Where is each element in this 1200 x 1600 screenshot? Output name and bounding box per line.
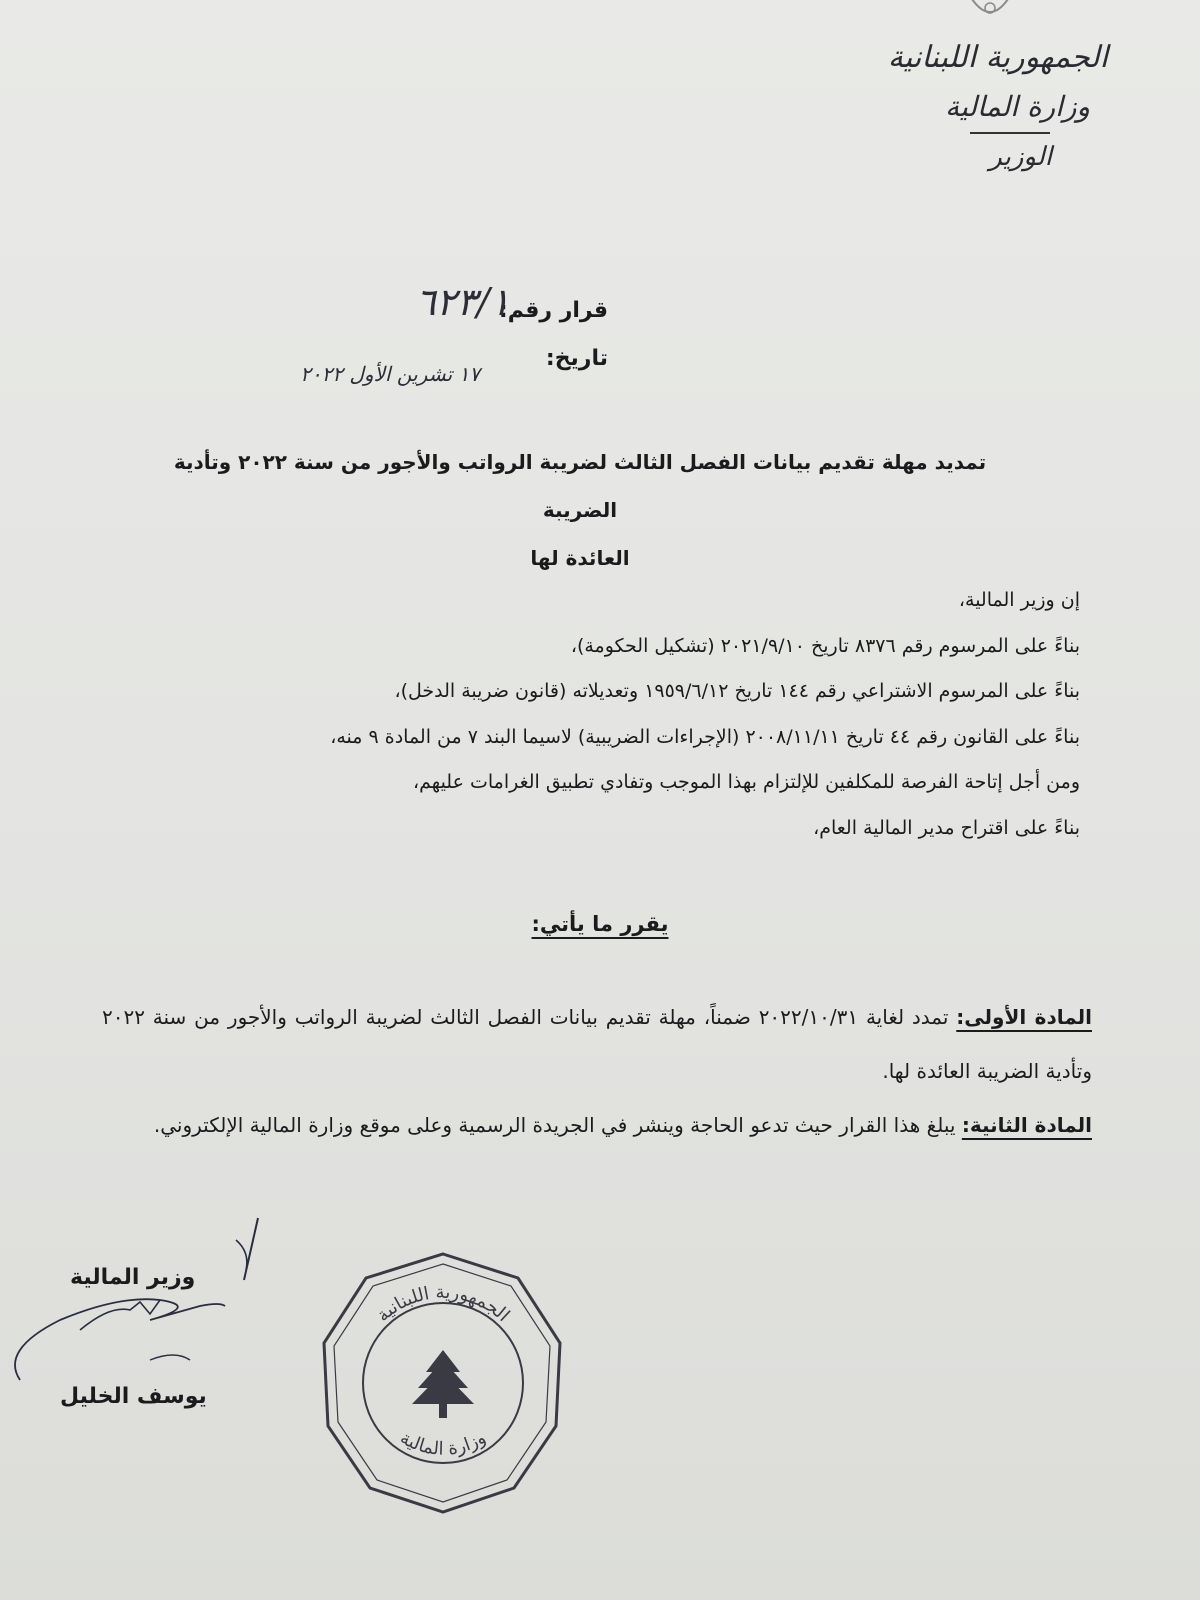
decision-date-value: ١٧ تشرين الأول ٢٠٢٢ xyxy=(300,362,480,386)
article-2 xyxy=(102,1098,1092,1152)
letterhead-minister: الوزير xyxy=(989,142,1052,172)
signature-title: وزير المالية xyxy=(70,1265,196,1290)
decision-date-label: تاريخ: xyxy=(545,346,608,371)
handwritten-signature xyxy=(0,1210,280,1410)
preamble-line: بناءً على القانون رقم ٤٤ تاريخ ٢٠٠٨/١١/١١ (الإجراءات الضريبية) لاسيما البند ٧ من المادة ٩ منه، xyxy=(330,725,1080,748)
stamp-top-text: الجمهورية اللبنانية xyxy=(372,1281,514,1327)
article-label: المادة الأولى: xyxy=(956,1005,1092,1029)
article-1 xyxy=(102,990,1092,1098)
signatory-name: يوسف الخليل xyxy=(60,1384,207,1409)
cedar-tree-icon xyxy=(412,1350,474,1418)
preamble-line: ومن أجل إتاحة الفرصة للمكلفين للإلتزام بهذا الموجب وتفادي تطبيق الغرامات عليهم، xyxy=(413,771,1080,793)
official-stamp xyxy=(318,1248,568,1518)
decision-number-label: قرار رقم: xyxy=(498,298,608,323)
decides-heading xyxy=(0,912,1200,936)
preamble-line: بناءً على المرسوم رقم ٨٣٧٦ تاريخ ٢٠٢١/٩/١٠ (تشكيل الحكومة)، xyxy=(570,634,1080,657)
articles xyxy=(102,990,1092,1152)
preamble-line: بناءً على اقتراح مدير المالية العام، xyxy=(813,816,1080,839)
stamp-bottom-text: وزارة المالية xyxy=(396,1427,490,1460)
article-text: يبلغ هذا القرار حيث تدعو الحاجة وينشر في الجريدة الرسمية وعلى موقع وزارة المالية الإلكتروني. xyxy=(153,1113,956,1137)
emblem-icon xyxy=(960,0,1020,24)
decides-text: يقرر ما يأتي: xyxy=(531,912,669,936)
letterhead-republic: الجمهورية اللبنانية xyxy=(887,40,1108,75)
letterhead-ministry: وزارة المالية xyxy=(945,90,1090,123)
decision-title-line: العائدة لها xyxy=(530,546,630,570)
article-label: المادة الثانية: xyxy=(961,1113,1092,1137)
preamble-line: إن وزير المالية، xyxy=(958,589,1080,611)
decision-title-line: تمديد مهلة تقديم بيانات الفصل الثالث لضريبة الرواتب والأجور من سنة ٢٠٢٢ وتأدية الضريبة xyxy=(173,450,987,522)
article-text: تمدد لغاية ٢٠٢٢/١٠/٣١ ضمناً، مهلة تقديم بيانات الفصل الثالث لضريبة الرواتب والأجور من سنة ٢٠٢٢ وتأدية الضريبة العائدة لها. xyxy=(102,1005,1092,1083)
decision-title xyxy=(140,438,1020,582)
preamble xyxy=(120,578,1080,851)
letterhead-divider xyxy=(970,132,1050,134)
preamble-line: بناءً على المرسوم الاشتراعي رقم ١٤٤ تاريخ ١٩٥٩/٦/١٢ وتعديلاته (قانون ضريبة الدخل)، xyxy=(394,680,1080,702)
decision-number-value: ٦٢٣/١ xyxy=(415,280,510,324)
